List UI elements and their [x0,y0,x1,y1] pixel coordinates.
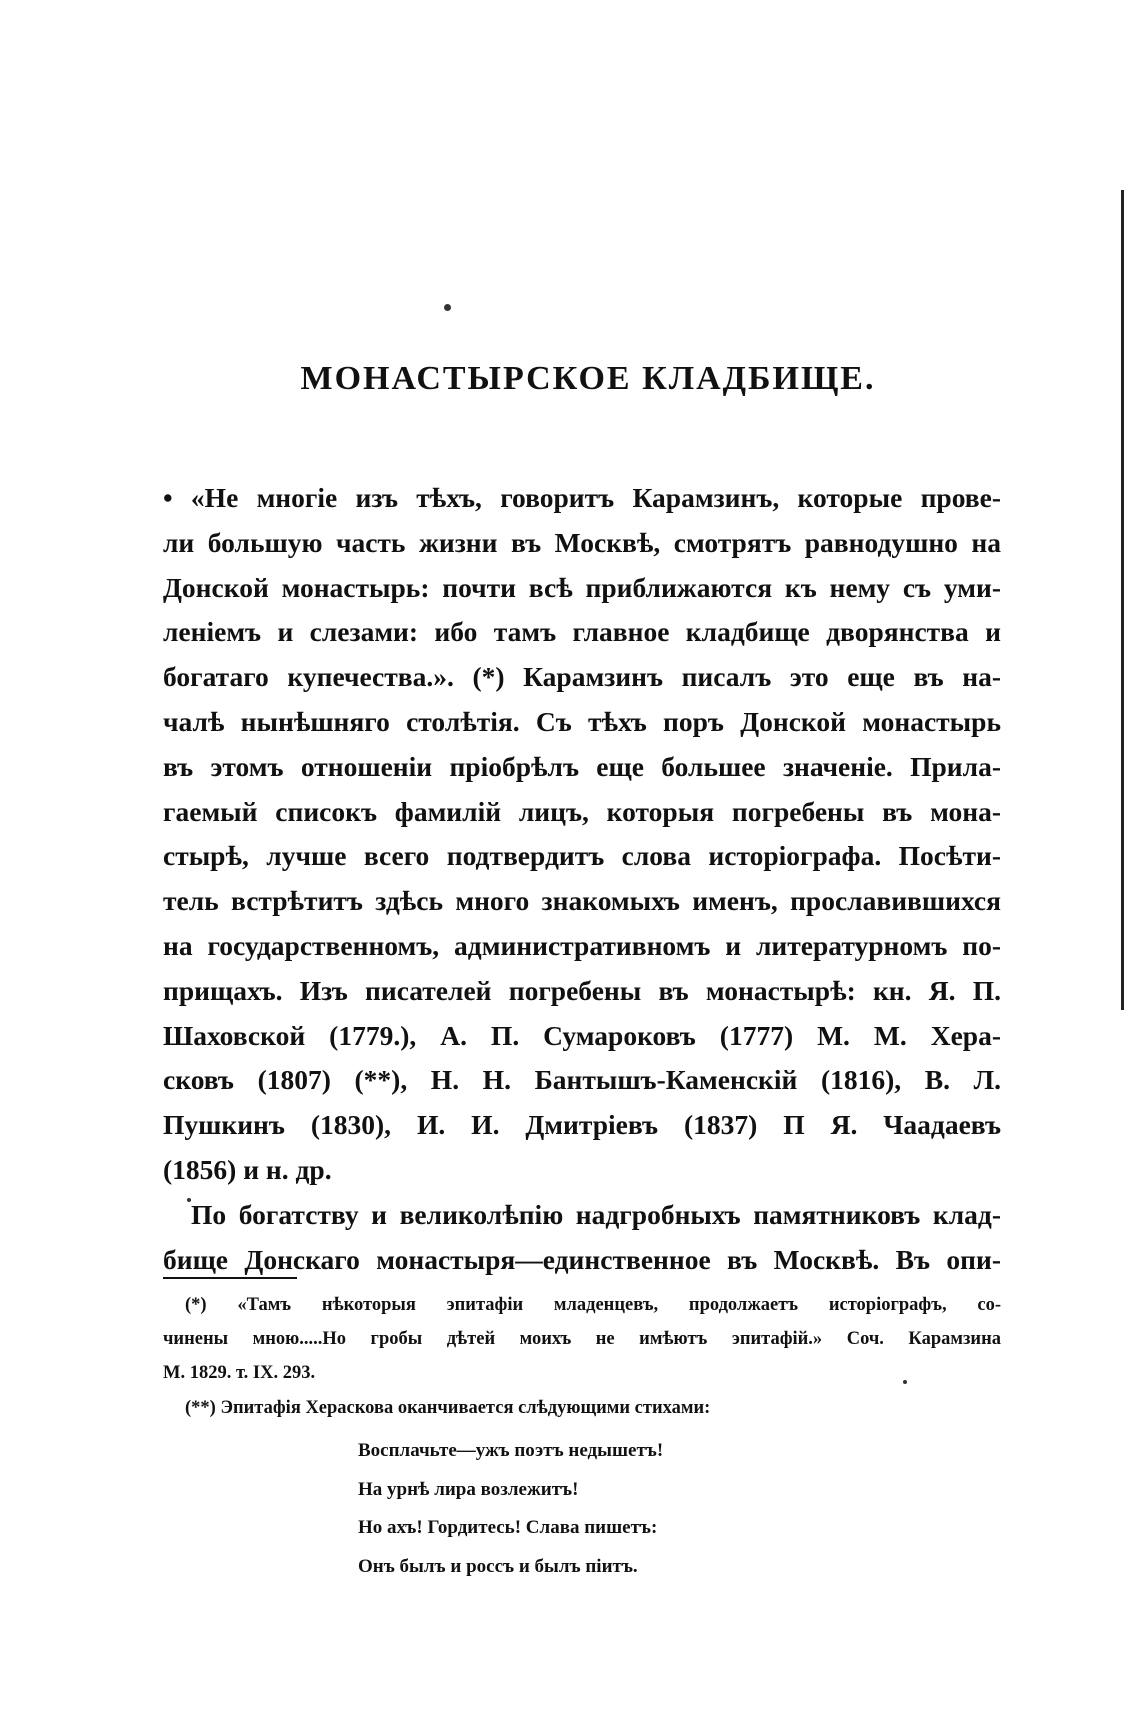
page-title: МОНАСТЫРСКОЕ КЛАДБИЩЕ. [300,360,876,397]
scan-speck [444,304,451,311]
text-line: богатаго купечества.». (*) Карамзинъ писалъ это еще въ на- [163,661,1001,693]
text-line: (1856) и н. др. [163,1153,332,1185]
text-line: стырѣ, лучше всего подтвердитъ слова исторіографа. Посѣти- [163,840,1001,872]
scan-speck [187,1198,191,1202]
text-line: Шаховской (1779.), А. П. Сумароковъ (1777) М. М. Хера- [163,1019,1001,1051]
text-line: бище Донскаго монастыря—единственное въ Москвѣ. Въ опи- [163,1243,1001,1275]
text-line: гаемый списокъ фамилій лицъ, которыя погребены въ мона- [163,795,1001,827]
text-line: По богатству и великолѣпію надгробныхъ памятниковъ клад- [191,1198,1001,1230]
verse-line: Но ахъ! Гордитесь! Слава пишетъ: [358,1517,658,1538]
verse-line: На урнѣ лира возлежитъ! [358,1478,579,1500]
text-line: Донской монастырь: почти всѣ приближаются къ нему съ уми- [163,571,1001,603]
footnote-line: М. 1829. т. IX. 293. [163,1363,316,1383]
verse-line: Онъ былъ и россъ и былъ піитъ. [358,1555,638,1577]
scan-speck [903,1380,907,1384]
epitaph-verse [358,1432,663,1586]
footnote-line: (*) «Тамъ нѣкоторыя эпитафіи младенцевъ, продолжаетъ исторіографъ, со- [185,1295,1001,1315]
text-line: сковъ (1807) (**), Н. Н. Бантышъ-Каменскій (1816), В. Л. [163,1064,1001,1096]
footnote-line: чинены мною.....Но гробы дѣтей моихъ не имѣютъ эпитафій.» Соч. Карамзина [163,1329,1001,1349]
text-line: на государственномъ, административномъ и литературномъ по- [163,929,1001,961]
footnote-2-heading: (**) Эпитафія Хераскова оканчивается слѣдующими стихами: [185,1398,711,1418]
text-line: леніемъ и слезами: ибо тамъ главное кладбище дворянства и [163,616,1001,648]
text-line: чалѣ нынѣшняго столѣтія. Съ тѣхъ поръ Донской монастырь [163,705,1001,737]
footnote-divider [163,1277,297,1279]
page-edge-mark [1121,190,1124,1010]
text-line: • «Не многіе изъ тѣхъ, говоритъ Карамзинъ, которые прове- [163,482,1001,513]
verse-line: Восплачьте—ужъ поэтъ недышетъ! [358,1440,664,1461]
text-line: Пушкинъ (1830), И. И. Дмитріевъ (1837) П Я. Чаадаевъ [163,1109,1001,1141]
footnote-1 [163,1288,1001,1390]
text-line: ли большую часть жизни въ Москвѣ, смотрятъ равнодушно на [163,526,1001,558]
text-line: въ этомъ отношеніи пріобрѣлъ еще большее значеніе. Прила- [163,750,1001,782]
text-line: тель встрѣтитъ здѣсь много знакомыхъ именъ, прославившихся [163,885,1001,917]
text-line: прищахъ. Изъ писателей погребены въ монастырѣ: кн. Я. П. [163,974,1001,1006]
main-text [163,476,1001,1282]
